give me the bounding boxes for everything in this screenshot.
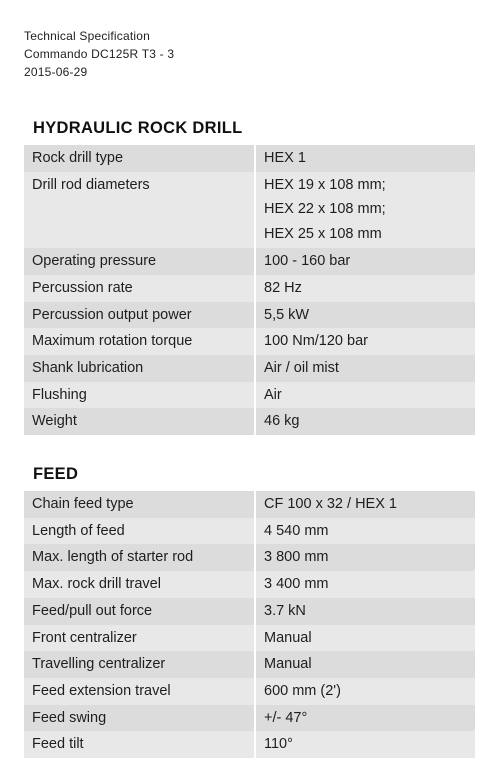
spec-label: Drill rod diameters bbox=[24, 172, 254, 249]
spec-row bbox=[24, 731, 475, 758]
spec-value bbox=[256, 248, 475, 275]
header-date: 2015-06-29 bbox=[24, 65, 88, 79]
spec-value-line: +/- 47° bbox=[264, 709, 308, 726]
section-title-hydraulic-rock-drill: HYDRAULIC ROCK DRILL bbox=[33, 119, 243, 137]
spec-value bbox=[256, 328, 475, 355]
spec-value-line: HEX 22 x 108 mm; bbox=[264, 201, 386, 218]
spec-value bbox=[256, 705, 475, 732]
spec-value bbox=[256, 355, 475, 382]
spec-value bbox=[256, 408, 475, 435]
spec-row bbox=[24, 518, 475, 545]
spec-value bbox=[256, 275, 475, 302]
spec-label: Chain feed type bbox=[24, 491, 254, 518]
spec-label: Front centralizer bbox=[24, 625, 254, 652]
spec-value-line: Manual bbox=[264, 629, 312, 646]
spec-value bbox=[256, 598, 475, 625]
spec-row bbox=[24, 172, 475, 249]
spec-row bbox=[24, 571, 475, 598]
spec-value-line: 4 540 mm bbox=[264, 522, 329, 539]
spec-value bbox=[256, 382, 475, 409]
spec-label: Feed extension travel bbox=[24, 678, 254, 705]
spec-value bbox=[256, 518, 475, 545]
document-header bbox=[24, 27, 174, 81]
spec-table-hydraulic-rock-drill bbox=[24, 145, 475, 435]
spec-value-line: 5,5 kW bbox=[264, 306, 310, 323]
spec-row bbox=[24, 678, 475, 705]
spec-value bbox=[256, 491, 475, 518]
spec-value-line: Air bbox=[264, 386, 282, 403]
spec-label: Weight bbox=[24, 408, 254, 435]
section-title-feed: FEED bbox=[33, 465, 79, 483]
spec-row bbox=[24, 625, 475, 652]
spec-label: Length of feed bbox=[24, 518, 254, 545]
spec-label: Travelling centralizer bbox=[24, 651, 254, 678]
spec-row bbox=[24, 408, 475, 435]
spec-table-feed bbox=[24, 491, 475, 758]
spec-value-line: HEX 25 x 108 mm bbox=[264, 225, 382, 242]
spec-value-line: 3 800 mm bbox=[264, 549, 329, 566]
spec-value-line: 600 mm (2') bbox=[264, 682, 341, 699]
spec-row bbox=[24, 302, 475, 329]
spec-value bbox=[256, 651, 475, 678]
spec-label: Operating pressure bbox=[24, 248, 254, 275]
spec-value-line: 46 kg bbox=[264, 413, 300, 430]
spec-value bbox=[256, 145, 475, 172]
spec-value-line: 3 400 mm bbox=[264, 576, 329, 593]
spec-label: Feed swing bbox=[24, 705, 254, 732]
spec-value bbox=[256, 625, 475, 652]
spec-value bbox=[256, 302, 475, 329]
spec-row bbox=[24, 491, 475, 518]
spec-value-line: 3.7 kN bbox=[264, 602, 306, 619]
spec-row bbox=[24, 382, 475, 409]
header-model: Commando DC125R T3 - 3 bbox=[24, 47, 175, 61]
spec-label: Percussion rate bbox=[24, 275, 254, 302]
spec-row bbox=[24, 328, 475, 355]
spec-label: Rock drill type bbox=[24, 145, 254, 172]
spec-value-line: 82 Hz bbox=[264, 279, 302, 296]
spec-label: Max. rock drill travel bbox=[24, 571, 254, 598]
spec-row bbox=[24, 275, 475, 302]
spec-label: Feed/pull out force bbox=[24, 598, 254, 625]
spec-row bbox=[24, 651, 475, 678]
spec-value-line: 100 - 160 bar bbox=[264, 253, 351, 270]
spec-value-line: 100 Nm/120 bar bbox=[264, 333, 368, 350]
spec-value-line: CF 100 x 32 / HEX 1 bbox=[264, 496, 397, 512]
spec-row bbox=[24, 705, 475, 732]
spec-value bbox=[256, 172, 475, 249]
spec-value bbox=[256, 544, 475, 571]
spec-row bbox=[24, 248, 475, 275]
spec-value bbox=[256, 731, 475, 758]
header-title: Technical Specification bbox=[24, 29, 151, 43]
spec-value bbox=[256, 571, 475, 598]
spec-label: Feed tilt bbox=[24, 731, 254, 758]
spec-row bbox=[24, 598, 475, 625]
spec-value-line: Manual bbox=[264, 656, 312, 673]
spec-value-line: 110° bbox=[264, 736, 293, 753]
spec-value-line: HEX 1 bbox=[264, 150, 306, 166]
spec-value-line: Air / oil mist bbox=[264, 360, 339, 377]
spec-row bbox=[24, 145, 475, 172]
spec-label: Maximum rotation torque bbox=[24, 328, 254, 355]
spec-label: Percussion output power bbox=[24, 302, 254, 329]
spec-label: Shank lubrication bbox=[24, 355, 254, 382]
spec-row bbox=[24, 355, 475, 382]
spec-label: Max. length of starter rod bbox=[24, 544, 254, 571]
spec-value bbox=[256, 678, 475, 705]
spec-row bbox=[24, 544, 475, 571]
spec-label: Flushing bbox=[24, 382, 254, 409]
spec-value-line: HEX 19 x 108 mm; bbox=[264, 176, 386, 193]
